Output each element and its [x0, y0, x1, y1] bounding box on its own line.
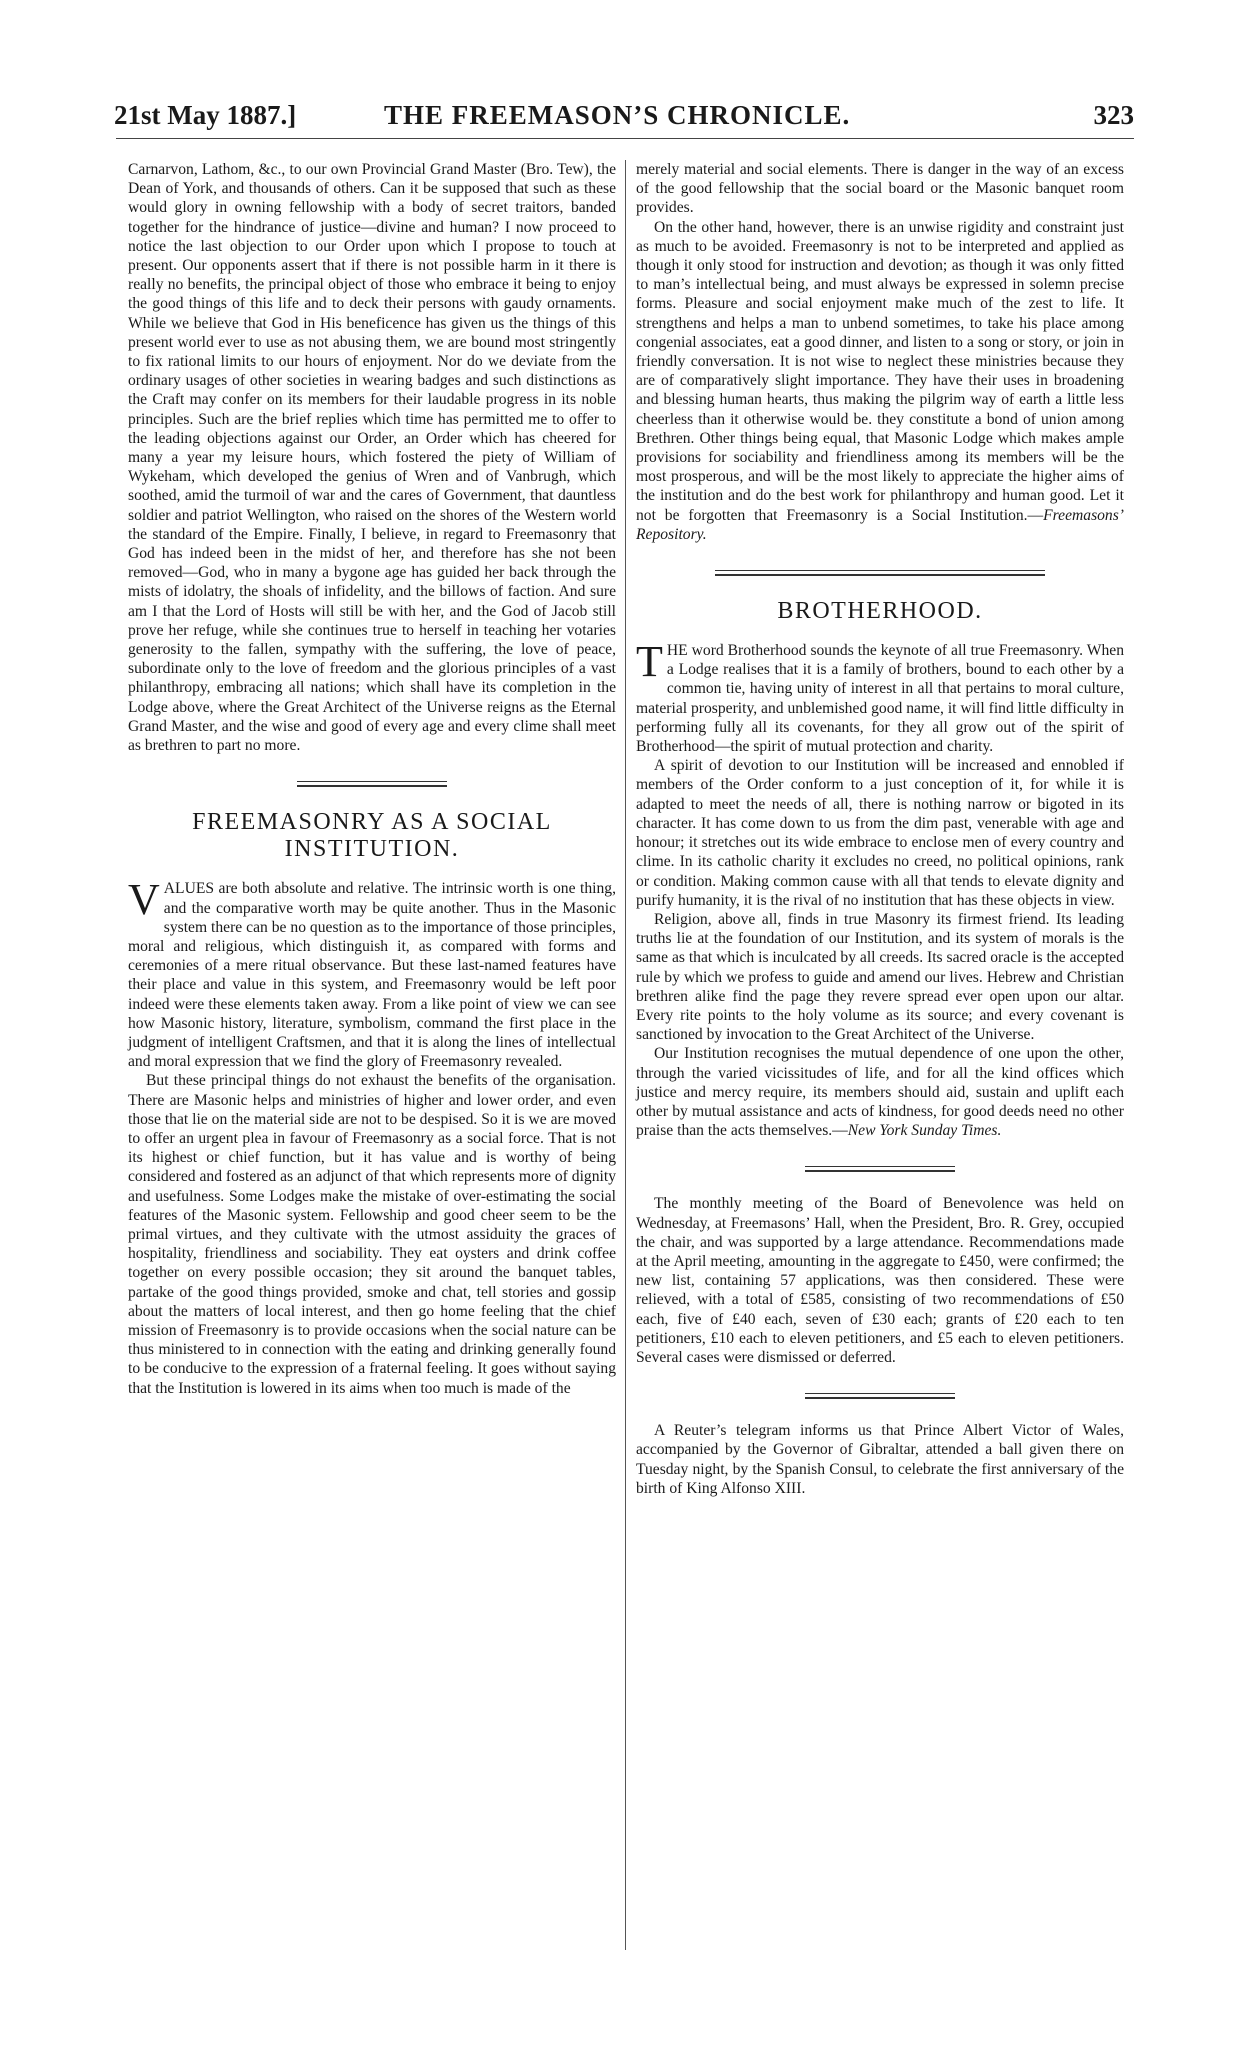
paragraph-text: word Brotherhood sounds the keynote of all true Freemasonry. When a Lodge realises that it is a family of brothers, bound to each other by a common tie, having unity of interest in all that pertains to moral culture, material prosperity, and unblemished good name, it will find little difficulty in performing fully all its covenants, for they all grow out of the spirit of Brotherhood—the spirit of mutual protection and charity.	[636, 642, 1124, 756]
news-item-reuter: A Reuter’s telegram informs us that Prince Albert Victor of Wales, accompanied by the Governor of Gibraltar, attended a ball given there on Tuesday night, by the Spanish Consul, to celebrate the first anniversary of the birth of King Alfonso XIII.	[636, 1422, 1124, 1497]
header-rule	[116, 138, 1134, 139]
article-heading-brotherhood: BROTHERHOOD.	[777, 598, 983, 625]
paragraph-text: On the other hand, however, there is an unwise rigidity and constraint just as much to be avoided. Freemasonry is not to be interpreted and applied as though it only stood for instruction and devotion; as though it was only fitted to man’s intellectual being, and must always be expressed in solemn precise forms. Pleasure and social enjoyment make much of the zest to life. It strengthens and helps a man to unbend sometimes, to take his place among congenial associates, eat a good dinner, and listen to a song or story, or join in friendly conversation. It is not wise to neglect these ministries because they are of comparatively slight importance. They have their uses in broadening and blessing human hearts, thus making the pilgrim way of earth a little less cheerless than it otherwise would be. they constitute a bond of union among Brethren. Other things being equal, that Masonic Lodge which makes ample provisions for sociability and friendliness among its members will be the most prosperous, and will be the most likely to appreciate the higher aims of the institution and do the best work for philanthropy and human good. Let it not be forgotten that Freemasonry is a Social Institution.—	[636, 218, 1124, 524]
section-separator	[805, 1166, 955, 1172]
section-separator	[715, 570, 1045, 576]
source-attribution: New York Sunday Times.	[847, 1122, 1002, 1140]
article-paragraph: Religion, above all, finds in true Masonry its firmest friend. Its leading truths lie at the foundation of our Institution, and its system of morals is the same as that which is inculcated by all creeds. Its sacred oracle is the accepted rule by which we profess to guide and amend our lives. Hebrew and Christian brethren alike find the page they revere spread ever open upon our altar. Every rite points to the holy volume as its source; and every covenant is sanctioned by invocation to the Great Architect of the Universe.	[636, 910, 1124, 1044]
paragraph-text: are both absolute and relative. The intrinsic worth is one thing, and the comparative worth may be quite another. Thus in the Masonic system there can be no question as to the importance of those principles, moral and religious, which distinguish it, as compared with forms and ceremonies of a mere ritual observance. But these last-named features have their place and value in this system, and Freemasonry would be left poor indeed were these elements taken away. From a like point of view we can see how Masonic history, literature, symbolism, command the first place in the judgment of intelligent Craftsmen, and that it is along the lines of intellectual and moral expression that we find the glory of Freemasonry revealed.	[128, 880, 616, 1071]
section-separator	[805, 1393, 955, 1399]
page-header	[114, 100, 1134, 136]
article-paragraph: A spirit of devotion to our Institution will be increased and ennobled if members of the Order conform to a just conception of it, for while it is adapted to meet the needs of all, there is nothing narrow or bigoted in its character. It has come down to us from the dim past, venerable with age and honour; it stretches out its wide embrace to enclose men of every country and clime. In its catholic charity it excludes no creed, no political opinions, rank or condition. Making common cause with all that tends to elevate dignity and purify humanity, it is the rival of no institution that has these objects in view.	[636, 757, 1124, 909]
drop-cap: T	[636, 637, 663, 687]
drop-cap: V	[128, 875, 160, 925]
issue-date: 21st May 1887.]	[114, 100, 297, 130]
article-paragraph	[636, 637, 1124, 756]
column-divider	[625, 160, 626, 1950]
first-word: HE	[666, 642, 688, 660]
continued-article-text: Carnarvon, Lathom, &c., to our own Provincial Grand Master (Bro. Tew), the Dean of York, and thousands of others. Can it be supposed that such as these would glory in owning fellowship with a body of secret traitors, banded together for the hindrance of justice—divine and human? I now proceed to notice the last objection to our Order upon which I propose to touch at present. Our opponents assert that if there is not possible harm in it there is really no benefits, the principal object of those who embrace it being to enjoy the good things of this life and to deck their persons with gaudy ornaments. While we believe that God in His beneficence has given us the things of this present world ever to use as not abusing them, we are bound most stringently to fix rational limits to our hours of enjoyment. Nor do we deviate from the ordinary usages of other societies in wearing badges and such distinctions as the Craft may confer on its members for their laudable progress in its noble principles. Such are the brief replies which time has permitted me to offer to the leading objections against our Order, an Order which has cheered for many a year my leisure hours, which fostered the piety of William of Wykeham, which developed the genius of Wren and of Vanbrugh, which soothed, amid the turmoil of war and the cares of Government, that dauntless soldier and patriot Wellington, who raised on the shores of the Western world the standard of the Empire. Finally, I believe, in regard to Freemasonry that God has indeed been in the midst of her, and therefore has she not been removed—God, who in many a bygone age has guided her back through the mists of idolatry, the shoals of infidelity, and the billows of faction. And sure am I that the Lord of Hosts will still be with her, and the God of Jacob still prove her refuge, while she continues true to herself in teaching her votaries generosity to the fallen, sympathy with the suffering, the love of peace, subordinate only to the love of freedom and the glorious principles of a vast philanthropy, embracing all nations; which shall have its completion in the Lodge above, where the Great Architect of the Universe reigns as the Eternal Grand Master, and the wise and good of every age and every clime shall meet as brethren to part no more.	[128, 161, 616, 755]
source-attribution: Freemasons’ Repository.	[636, 506, 1124, 543]
article-heading-social-institution: FREEMASONRY AS A SOCIAL INSTITUTION.	[192, 809, 552, 863]
paragraph-text: Our Institution recognises the mutual dependence of one upon the other, through the varied vicissitudes of life, and for all the kind offices which justice and mercy require, its members should aid, sustain and uplift each other by mutual assistance and acts of kindness, for good deeds need no other praise than the acts themselves.—	[636, 1045, 1124, 1140]
news-item-benevolence: The monthly meeting of the Board of Benevolence was held on Wednesday, at Freemasons’ Hall, when the President, Bro. R. Grey, occupied the chair, and was supported by a large attendance. Recommendations made at the April meeting, amounting in the aggregate to £450, were confirmed; the new list, containing 57 applications, was then considered. These were relieved, with a total of £585, consisting of two recommendations of £50 each, five of £40 each, seven of £30 each; grants of £20 each to ten petitioners, £10 each to eleven petitioners, and £5 each to eleven petitioners. Several cases were dismissed or deferred.	[636, 1195, 1124, 1366]
section-separator	[297, 781, 447, 787]
right-column	[636, 160, 1124, 1498]
publication-title: THE FREEMASON’S CHRONICLE.	[384, 100, 851, 130]
article-paragraph	[128, 875, 616, 1071]
page-number: 323	[1093, 100, 1134, 130]
first-word: ALUES	[163, 880, 215, 898]
article-paragraph: merely material and social elements. There is danger in the way of an excess of the good fellowship that the social board or the Masonic banquet room provides.	[636, 161, 1124, 217]
left-column	[128, 160, 616, 1398]
article-paragraph	[636, 1044, 1124, 1140]
article-paragraph	[636, 218, 1124, 544]
article-paragraph: But these principal things do not exhaust the benefits of the organisation. There are Masonic helps and ministries of higher and lower order, and even those that lie on the material side are not to be despised. So it is we are moved to offer an urgent plea in favour of Freemasonry as a social force. That is not its highest or chief function, but it has value and is worthy of being considered and fostered as an adjunct of that which represents more of dignity and usefulness. Some Lodges make the mistake of over-estimating the social features of the Masonic system. Fellowship and good cheer seem to be the primal virtues, and they cultivate with the utmost assiduity the graces of hospitality, friendliness and sociability. They eat oysters and drink coffee together on every possible occasion; they sit around the banquet tables, partake of the good things provided, smoke and chat, tell stories and gossip about the matters of local interest, and then go home feeling that the chief mission of Freemasonry is to provide occasions when the social nature can be thus ministered to in connection with the eating and drinking generally found to be conducive to the expression of a fraternal feeling. It goes without saying that the Institution is lowered in its aims when too much is made of the	[128, 1072, 616, 1397]
